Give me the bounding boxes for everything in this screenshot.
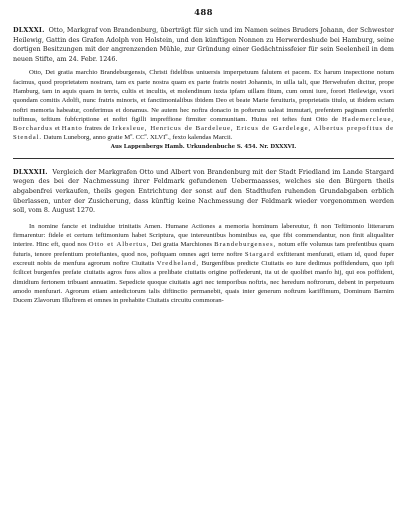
witness-names: Hanto: [61, 125, 83, 133]
charter-text-part: exftiterant menfurati, etiam id, quod fuper excreuit nobis de menfura agrorum noftre Ciuitatis: [13, 250, 394, 267]
document-summary: Vergleich der Markgrafen Otto und Albert von Brandenburg mit der Stadt Friedland im Lande Stargard wegen des bei der Nachmessung ihrer Feldmark gefundenen Uebermaasses, welches sie den Bürgern theils abgabenfrei verkaufen, theils gegen Entrichtung der sonst auf den Stadthufen ruhenden Grundabgaben erblich überlassen, unter der Zusicherung, dass künftig keine Nachmessung der Feldmark wieder vorgenommen werden soll, vom 8. August 1270.: [13, 167, 394, 215]
charter-text: [13, 222, 394, 306]
place-name: Stargard: [244, 250, 275, 258]
charter-text-part: notum effe volumus tam prefentibus quam futuris, tenore prefentium proteftantes, quod nos, poftquam omnes agri terre noftre: [13, 241, 394, 258]
charter-date: Datum Luneborg, anno gratie Mº. CCº. XLVIº., fexto kalendas Marcii.: [41, 134, 233, 142]
charter-text-part: Burgenfibus predicte Ciuitatis eo iure dedimus poffidendum, quo ipfi fcilicet burgenfes prefate ciuitatis agros fuos alios a prelibate ciuitatis origine poffederunt, ita ut de quolibet manfo hij, qui eos poffident, dimidium fertonem tribuant annuatim. Sepedicte quoque ciuitatis agri nec temporibus noftris, nec heredum noftrorum, debent in perpetuum amodo menfurari. Agrorum etiam antedictorum talis diftinctio permanebit, quais inter generum noftrum kariffimum, Dominum Barnim Ducem Zlavorum Illuftrem et omnes in prehabite Ciuitatis circuitu commoran-: [13, 259, 394, 305]
charter-text-part: In nomine fancte et indiuidue trinitatis Amen. Humane Actiones a memoria hominum labereutur, fi non Teftimonio litterarum firmarentur: fidele et certum teftimonium habet Scriptura, que intereuntibus hominibus ea, que fibi commendantur, non finit aliqualiter interire. Hinc eft, quod nos: [13, 222, 394, 249]
source-citation: Aus Lappenbergs Hamb. Urkundenbuche S. 454. Nr. DXXXVI.: [110, 143, 297, 150]
document-heading: [13, 26, 394, 64]
charter-text-part: Dei gratia Marchiones: [149, 241, 215, 249]
document-entry-582: [13, 168, 394, 306]
ruler-title: Brandeburgenses,: [214, 241, 277, 249]
charter-text: [13, 68, 394, 142]
witness-names: Hademercleue, Borchardus: [13, 115, 394, 133]
place-name: Vredheland,: [156, 259, 200, 267]
charter-text-part: Otto, Dei gratia marchio Brandeburgensis, Christi fidelibus uniuersis imperpetuum falutem et pacem. Ex harum inspectione notum facimus, quod proprietatem nostram, tam ex parte nostra quam ex parte fratris nostri Johannis, in uilla tali, que Herwehufen dicitur, prope Hamburg, tam in aquis quam in terris, cultis et incultis, et molendinum iuxta ipfam uillam fitum, cum omni iure, forori Heilewige, vxori quondam comitis Adolfi, nunc fratris minoris, et fanctimonialibus ibidem Deo et beate Marie feruituris, proprietatis titulo, ut ibidem eciam noftri memoria habeatur, conferimus et donamus. Ne autem hec noftra donacio in pofterum ualeat immutari, prefentem paginam conferibi iuffimus, teftium fubfcriptione et noftri figilli impreffione firmiter communitam. Huius rei teftes funt Otto de: [13, 69, 394, 123]
page-number: 488: [194, 8, 213, 18]
document-heading: [13, 168, 394, 216]
document-summary: Otto, Markgraf von Brandenburg, überträgt für sich und im Namen seines Bruders Johann, der Schwester Heilewig, Gattin des Grafen Adolph von Holstein, und den künftigen Nonnen zu Herwerdeshude bei Hamburg, seine dortigen Besitzungen mit der angrenzenden Mühle, zur Gründung einer Gedächtnissfeier für sein Seelenheil in dem neuen Stifte, am 24. Febr. 1246.: [13, 26, 394, 63]
ruler-names: Otto et Albertus,: [88, 241, 150, 249]
document-entry-581: [13, 26, 394, 150]
charter-text-part: et: [52, 125, 62, 133]
document-number: DLXXXI.: [13, 26, 45, 34]
document-number: DLXXXII.: [13, 167, 48, 176]
witness-names: Irkesleue, Henricus de Bardeleue, Ericus de Gardelege, Albertus prepofitus de Stendal.: [13, 125, 395, 142]
section-divider: [13, 158, 394, 159]
charter-text-part: fratres de: [82, 125, 113, 133]
